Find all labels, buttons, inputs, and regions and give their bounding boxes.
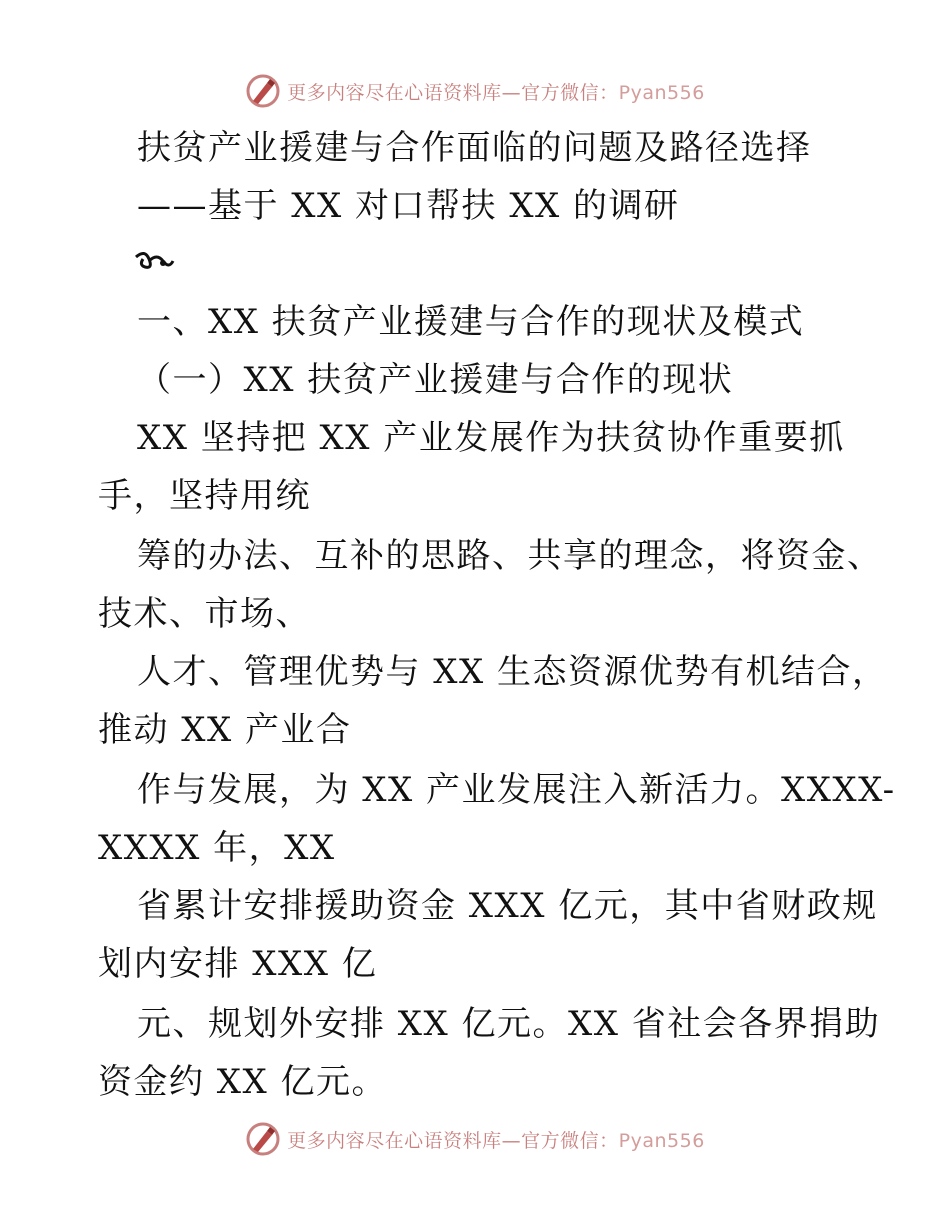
paragraph-line: 推动 XX 产业合 — [98, 710, 352, 750]
paragraph-line: 元、规划外安排 XX 亿元。XX 省社会各界捐助 — [137, 1004, 881, 1044]
paragraph-line: 手，坚持用统 — [98, 476, 311, 516]
watermark-text: 更多内容尽在心语资料库—官方微信：Pyan556 — [287, 81, 705, 104]
scroll-ornament-icon — [133, 247, 175, 275]
footer-watermark — [0, 1119, 950, 1159]
paragraph-line: XXXX 年，XX — [98, 828, 336, 868]
header-watermark — [0, 71, 950, 111]
section-heading: 一、XX 扶贫产业援建与合作的现状及模式 — [137, 302, 805, 342]
paragraph-line: 省累计安排援助资金 XXX 亿元，其中省财政规 — [137, 886, 878, 926]
pen-logo-icon — [245, 1121, 281, 1157]
paragraph-line: 筹的办法、互补的思路、共享的理念，将资金、 — [137, 536, 883, 576]
paragraph-line: 人才、管理优势与 XX 生态资源优势有机结合， — [137, 652, 888, 692]
watermark-text: 更多内容尽在心语资料库—官方微信：Pyan556 — [287, 1129, 705, 1152]
paragraph-line: 划内安排 XXX 亿 — [98, 944, 378, 984]
doc-subtitle: ——基于 XX 对口帮扶 XX 的调研 — [137, 186, 680, 226]
paragraph-line: 作与发展，为 XX 产业发展注入新活力。XXXX- — [137, 770, 896, 810]
paragraph-line: XX 坚持把 XX 产业发展作为扶贫协作重要抓 — [137, 418, 845, 458]
pen-logo-icon — [245, 73, 281, 109]
paragraph-line: 资金约 XX 亿元。 — [98, 1062, 388, 1102]
subsection-heading: （一）XX 扶贫产业援建与合作的现状 — [137, 360, 734, 400]
paragraph-line: 技术、市场、 — [98, 594, 311, 634]
doc-title: 扶贫产业援建与合作面临的问题及路径选择 — [137, 128, 812, 168]
